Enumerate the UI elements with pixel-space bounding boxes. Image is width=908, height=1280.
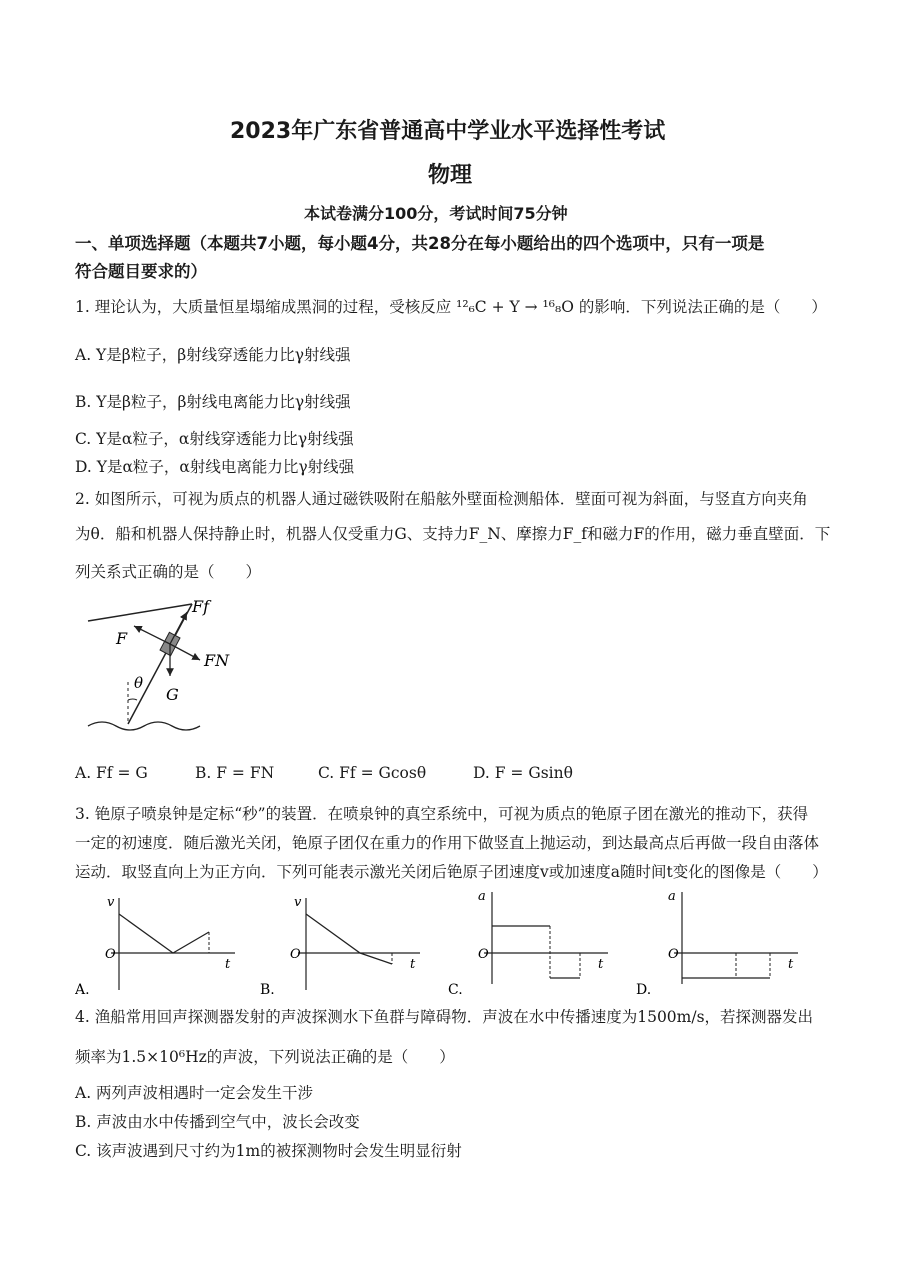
q2-option-d: D. F = Gsinθ — [473, 764, 573, 782]
graph-a-origin: O — [105, 947, 116, 962]
section-heading-line1: 一、单项选择题（本题共7小题，每小题4分，共28分在每小题给出的四个选项中，只有一项是 — [75, 234, 765, 253]
theta-arc — [128, 699, 137, 700]
q1-option-c: C. Y是α粒子，α射线穿透能力比γ射线强 — [75, 430, 354, 448]
q3-stem-line1: 3. 铯原子喷泉钟是定标“秒”的装置．在喷泉钟的真空系统中，可视为质点的铯原子团在激光的推动下，获得 — [75, 805, 809, 823]
q2-robot-figure — [80, 594, 230, 744]
q1-option-d: D. Y是α粒子，α射线电离能力比γ射线强 — [75, 458, 355, 476]
q2-stem-line1: 2. 如图所示，可视为质点的机器人通过磁铁吸附在船舷外壁面检测船体．壁面可视为斜面，与竖直方向夹角 — [75, 490, 808, 508]
q2-option-c: C. Ff = Gcosθ — [318, 764, 427, 782]
graph-b-origin: O — [290, 947, 301, 962]
graph-c-xlabel: t — [598, 957, 604, 972]
graph-d-xlabel: t — [788, 957, 794, 972]
graph-a-xlabel: t — [225, 957, 231, 972]
q1-option-b: B. Y是β粒子，β射线电离能力比γ射线强 — [75, 393, 351, 411]
graph-d-ylabel: a — [668, 889, 676, 904]
q2-option-a: A. Ff = G — [75, 764, 148, 782]
q3-stem-line3: 运动．取竖直向上为正方向．下列可能表示激光关闭后铯原子团速度v或加速度a随时间t变化的图像是（ ） — [75, 863, 828, 881]
graph-b-xlabel: t — [410, 957, 416, 972]
wall-top-line — [88, 604, 192, 621]
q1-option-a: A. Y是β粒子，β射线穿透能力比γ射线强 — [75, 346, 351, 364]
label-fn: FN — [204, 651, 230, 670]
graph-b-ylabel: v — [294, 895, 302, 910]
water-wave — [88, 722, 200, 730]
graph-b-curve — [306, 914, 392, 964]
label-ff: Ff — [192, 597, 210, 616]
q4-option-b: B. 声波由水中传播到空气中，波长会改变 — [75, 1113, 360, 1131]
q3-graph-a — [75, 890, 250, 1000]
q3-graph-b — [260, 890, 435, 1000]
graph-c-option: C. — [448, 982, 463, 998]
q4-stem-line2: 频率为1.5×10⁶Hz的声波，下列说法正确的是（ ） — [75, 1048, 455, 1066]
graph-d-origin: O — [668, 947, 679, 962]
q4-stem-line1: 4. 渔船常用回声探测器发射的声波探测水下鱼群与障碍物．声波在水中传播速度为1500m/s，若探测器发出 — [75, 1008, 814, 1026]
f-arrow — [134, 626, 170, 644]
label-f: F — [116, 629, 128, 648]
label-theta: θ — [134, 674, 144, 692]
graph-a-option: A. — [75, 982, 90, 998]
graph-c-origin: O — [478, 947, 489, 962]
exam-title: 2023年广东省普通高中学业水平选择性考试 — [230, 119, 666, 144]
label-g: G — [166, 685, 179, 704]
graph-d-option: D. — [636, 982, 652, 998]
q2-stem-line3: 列关系式正确的是（ ） — [75, 563, 262, 581]
fn-arrow — [170, 644, 200, 660]
q3-graph-d — [636, 886, 811, 1000]
graph-c-ylabel: a — [478, 889, 486, 904]
q3-graph-c — [448, 886, 623, 1000]
subject-title: 物理 — [428, 163, 473, 188]
q2-option-b: B. F = FN — [195, 764, 275, 782]
graph-a-ylabel: v — [107, 895, 115, 910]
q4-option-a: A. 两列声波相遇时一定会发生干涉 — [75, 1084, 314, 1102]
graph-a-curve — [119, 914, 209, 953]
q4-option-c: C. 该声波遇到尺寸约为1m的被探测物时会发生明显衍射 — [75, 1142, 462, 1160]
section-heading-line2: 符合题目要求的） — [75, 262, 207, 281]
exam-info: 本试卷满分100分，考试时间75分钟 — [304, 204, 568, 223]
q3-stem-line2: 一定的初速度．随后激光关闭，铯原子团仅在重力的作用下做竖直上抛运动，到达最高点后再做一段自由落体 — [75, 834, 820, 852]
graph-b-option: B. — [260, 982, 275, 998]
q2-stem-line2: 为θ．船和机器人保持静止时，机器人仅受重力G、支持力F_N、摩擦力F_f和磁力F的作用，磁力垂直壁面．下 — [75, 525, 831, 543]
q1-stem: 1. 理论认为，大质量恒星塌缩成黑洞的过程，受核反应 ¹²₆C + Y → ¹⁶₈O 的影响．下列说法正确的是（ ） — [75, 298, 827, 316]
